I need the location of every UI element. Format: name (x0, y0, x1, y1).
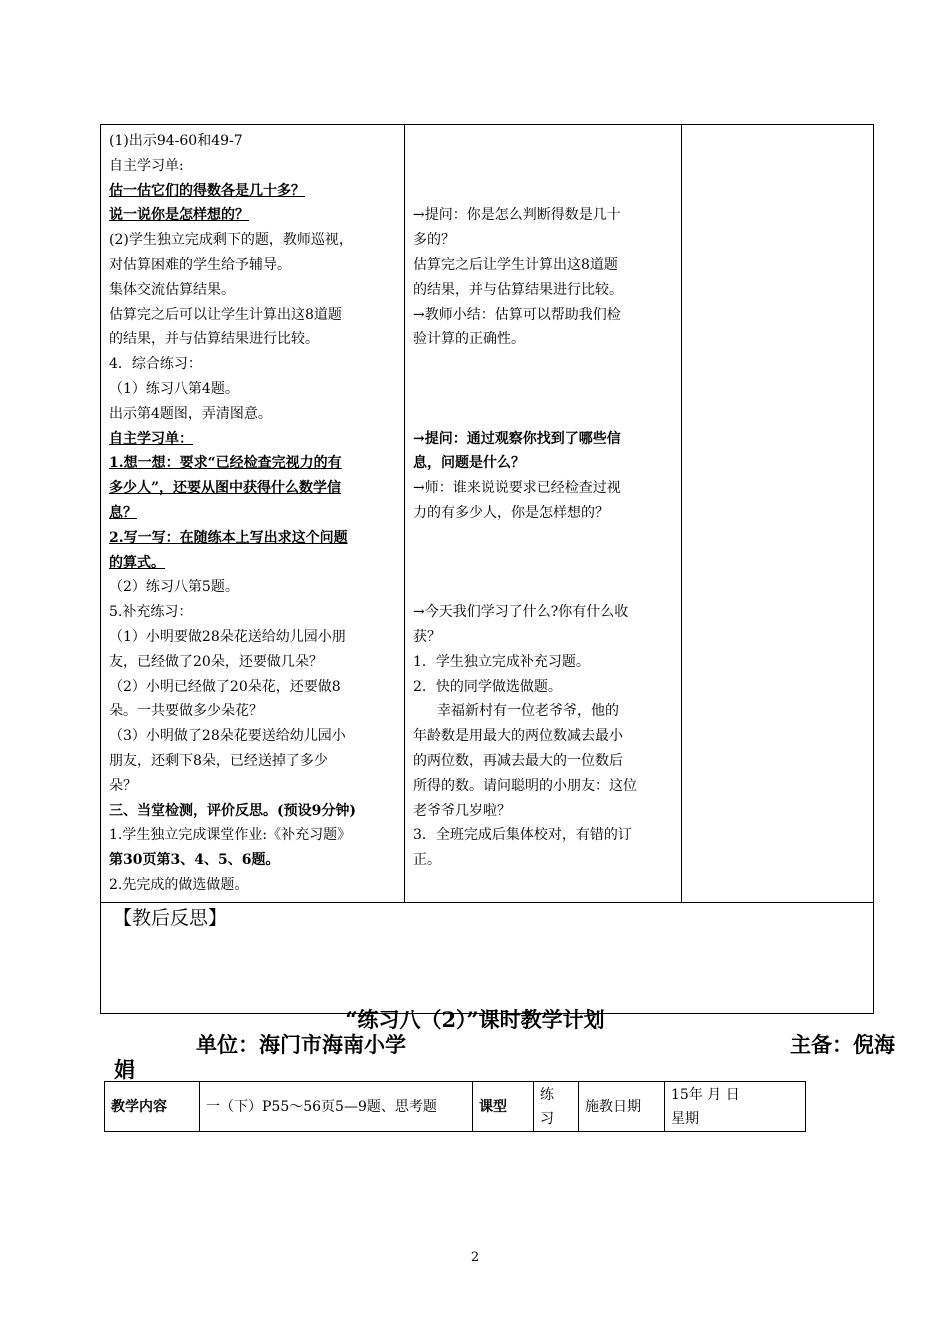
guidance-line (413, 129, 673, 154)
process-line: 出示第4题图，弄清图意。 (109, 405, 272, 422)
process-line: 4．综合练习： (109, 356, 202, 373)
lesson-content-row (101, 125, 874, 903)
guidance-line: 正。 (413, 852, 441, 869)
guidance-line: 的两位数，再减去最大的一位数后 (413, 752, 623, 769)
guidance-line: →提问：通过观察你找到了哪些信 (413, 430, 621, 447)
plan-info-row (105, 1082, 806, 1132)
guidance-line (413, 575, 673, 600)
guidance-line: 2．快的同学做选做题。 (413, 678, 562, 695)
guidance-line: 3．全班完成后集体校对，有错的订 (413, 827, 632, 844)
process-line: 自主学习单： (109, 430, 193, 447)
author-label-continued: 娟 (114, 1057, 135, 1082)
process-line: （2）练习八第5题。 (109, 579, 239, 596)
process-line: 息？ (109, 504, 137, 521)
process-line: 第30页第3、4、5、6题。 (109, 852, 280, 869)
process-line: 朋友，还剩下8朵，已经送掉了多少 (109, 752, 328, 769)
guidance-line: 多的？ (413, 232, 455, 249)
guidance-line: 获？ (413, 628, 441, 645)
reflection-cell (101, 902, 874, 1013)
process-line: (1)出示94-60和49-7 (109, 133, 243, 149)
process-line: 1.学生独立完成课堂作业:《补充习题》 (109, 827, 352, 844)
process-line: 朵。一共要做多少朵花？ (109, 703, 263, 720)
process-line: （2）小明已经做了20朵花，还要做8 (109, 678, 341, 695)
unit-label: 单位：海门市海南小学 (196, 1032, 406, 1057)
process-line: 多少人”，还要从图中获得什么数学信 (109, 480, 342, 497)
process-line: 2.写一写：在随练本上写出求这个问题 (109, 529, 348, 546)
process-line: 的算式。 (109, 554, 165, 571)
guidance-line: 所得的数。请问聪明的小朋友：这位 (413, 777, 637, 794)
type-value-line-1: 练 (540, 1086, 554, 1103)
process-line: （1）小明要做28朵花送给幼儿园小朋 (109, 628, 346, 645)
process-line: （3）小明做了28朵花要送给幼儿园小 (109, 728, 346, 745)
notes-cell (682, 125, 874, 903)
page-number: 2 (470, 1250, 480, 1265)
guidance-line: →教师小结：估算可以帮助我们检 (413, 306, 621, 323)
process-line: 估算完之后可以让学生计算出这8道题 (109, 306, 342, 323)
process-line: 5.补充练习： (109, 604, 193, 621)
guidance-line: 老爷爷几岁啦？ (413, 802, 511, 819)
guidance-line: 估算完之后让学生计算出这8道题 (413, 256, 618, 273)
guidance-line (413, 551, 673, 576)
reflection-title: 【教后反思】 (113, 906, 228, 929)
guidance-line: →今天我们学习了什么?你有什么收 (413, 604, 629, 621)
content-label: 教学内容 (105, 1082, 200, 1132)
process-line: 朵？ (109, 777, 137, 794)
guidance-line: →师：谁来说说要求已经检查过视 (413, 480, 621, 497)
teaching-process-cell (101, 125, 405, 903)
guidance-line: 年龄数是用最大的两位数减去最小 (413, 728, 623, 745)
process-line: 自主学习单: (109, 157, 184, 174)
type-label: 课型 (473, 1082, 534, 1132)
process-line: 估一估它们的得数各是几十多？ (109, 182, 305, 199)
guidance-line (413, 377, 673, 402)
guidance-line (413, 352, 673, 377)
guidance-line: 幸福新村有一位老爷爷，他的 (437, 703, 619, 720)
process-line: （1）练习八第4题。 (109, 380, 239, 397)
process-line: 说一说你是怎样想的？ (109, 207, 249, 224)
process-line: (2)学生独立完成剩下的题，教师巡视， (109, 232, 353, 249)
guidance-line: →提问：你是怎么判断得数是几十 (413, 207, 621, 224)
date-value-line-1: 15年 月 日 (671, 1086, 740, 1103)
date-label: 施教日期 (579, 1082, 665, 1132)
plan-title: “练习八（2）”课时教学计划 (345, 1007, 605, 1032)
guidance-line: 息，问题是什么？ (413, 455, 525, 472)
guidance-line (413, 154, 673, 179)
author-label: 主备：倪海 (790, 1032, 895, 1057)
process-line: 的结果，并与估算结果进行比较。 (109, 331, 319, 348)
guidance-line: 1．学生独立完成补充习题。 (413, 653, 590, 670)
date-value-line-2: 星期 (671, 1110, 699, 1127)
process-line: 集体交流估算结果。 (109, 281, 235, 298)
process-line: 对估算困难的学生给予辅导。 (109, 256, 291, 273)
type-value (534, 1082, 579, 1132)
process-line: 2.先完成的做选做题。 (109, 876, 249, 893)
process-line: 1.想一想：要求“已经检查完视力的有 (109, 455, 342, 472)
process-line: 友，已经做了20朵，还要做几朵？ (109, 653, 323, 670)
teacher-guidance-cell (405, 125, 682, 903)
guidance-line (413, 179, 673, 204)
guidance-line: 力的有多少人，你是怎样想的？ (413, 504, 609, 521)
date-value (665, 1082, 806, 1132)
content-value: 一（下）P55～56页5—9题、思考题 (200, 1082, 473, 1132)
lesson-table (100, 124, 874, 1014)
guidance-line (413, 402, 673, 427)
guidance-line: 的结果，并与估算结果进行比较。 (413, 281, 623, 298)
guidance-line (413, 526, 673, 551)
plan-info-table (104, 1081, 806, 1132)
guidance-line: 验计算的正确性。 (413, 331, 525, 348)
type-value-line-2: 习 (540, 1110, 554, 1127)
reflection-row (101, 902, 874, 1013)
process-line: 三、当堂检测，评价反思。(预设9分钟) (109, 802, 356, 819)
